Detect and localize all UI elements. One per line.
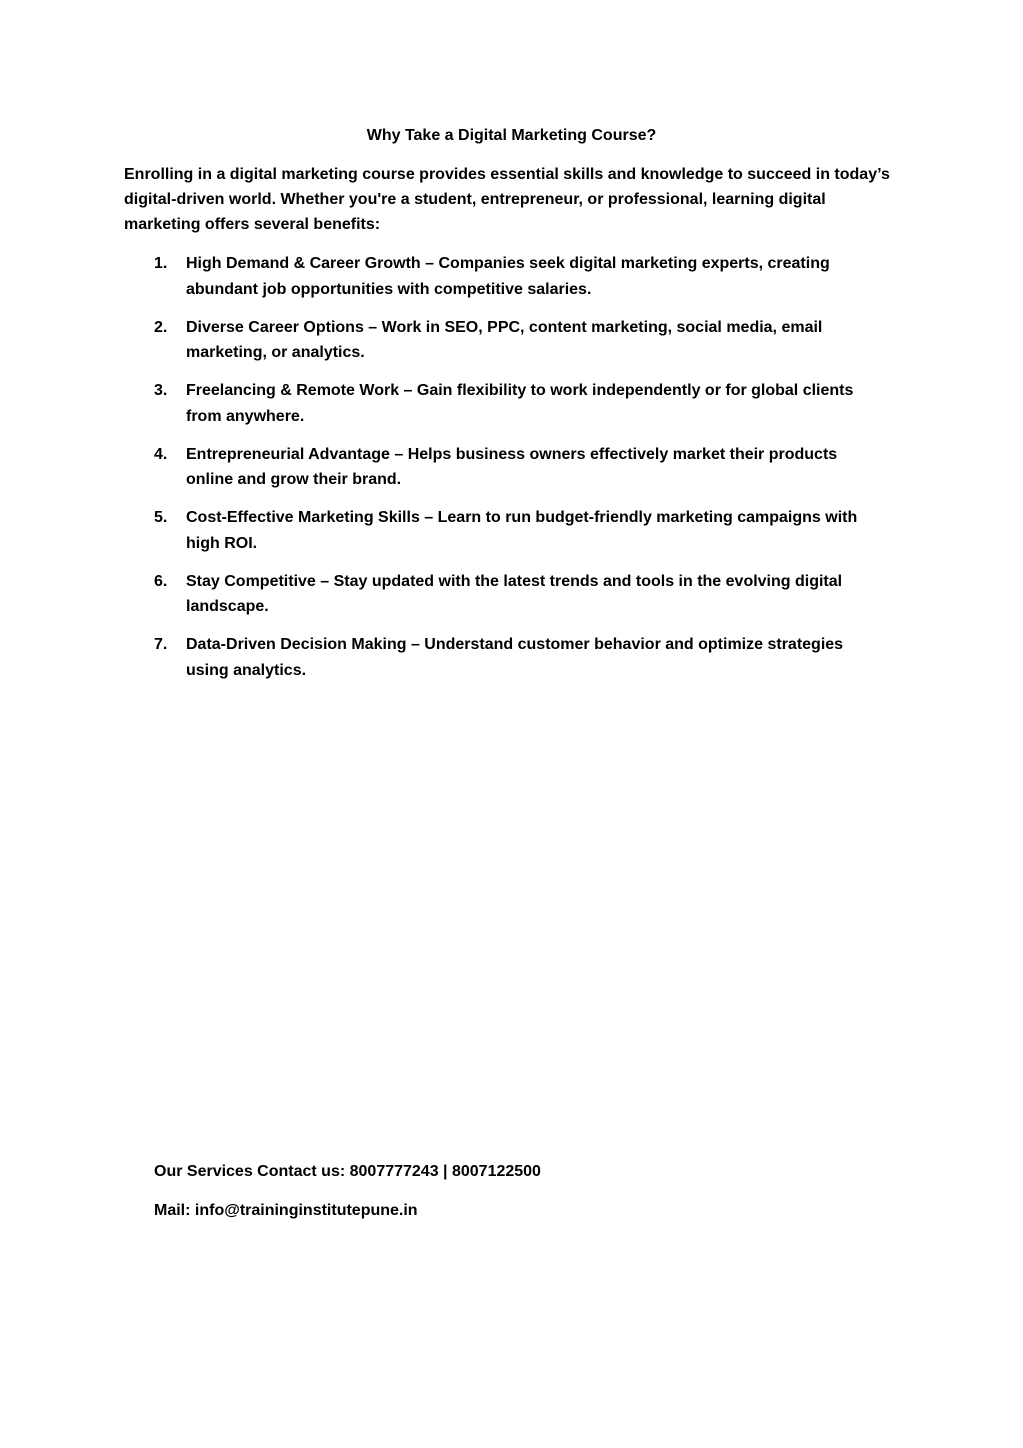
benefit-number: 7. (154, 636, 168, 653)
benefit-number: 6. (154, 572, 168, 590)
benefit-text: Stay Competitive – Stay updated with the latest trends and tools in the evolving digital landscape. (186, 572, 843, 615)
benefit-text: Entrepreneurial Advantage – Helps business owners effectively market their products online and grow their brand. (186, 445, 838, 488)
benefit-text: Freelancing & Remote Work – Gain flexibility to work independently or for global clients from anywhere. (186, 382, 854, 425)
benefit-number: 3. (154, 382, 168, 399)
benefit-item-5 (154, 505, 884, 556)
benefit-item-6 (154, 569, 884, 620)
benefit-number: 1. (154, 255, 168, 272)
contact-line: Our Services Contact us: 8007777243 | 8007122500 (154, 1163, 541, 1180)
benefit-text: High Demand & Career Growth – Companies seek digital marketing experts, creating abundant job opportunities with competitive salaries. (186, 255, 830, 298)
benefit-number: 5. (154, 509, 168, 526)
benefit-item-7 (154, 632, 884, 683)
benefit-number: 4. (154, 445, 168, 463)
benefit-item-3 (154, 378, 884, 429)
page-title: Why Take a Digital Marketing Course? (366, 127, 657, 144)
benefit-item-2 (154, 315, 884, 366)
mail-line: Mail: info@traininginstitutepune.in (154, 1202, 418, 1219)
benefits-list (154, 251, 884, 696)
benefit-text: Diverse Career Options – Work in SEO, PPC, content marketing, social media, email marketing, or analytics. (186, 318, 823, 361)
benefit-item-1 (154, 251, 884, 302)
intro-paragraph: Enrolling in a digital marketing course provides essential skills and knowledge to succeed in today’s digital-driven world. Whether you're a student, entrepreneur, or professional, learning digital marketing offers several benefits: (124, 166, 890, 233)
benefit-number: 2. (154, 318, 168, 336)
benefit-text: Data-Driven Decision Making – Understand customer behavior and optimize strategies using analytics. (186, 636, 844, 679)
benefit-item-4 (154, 442, 884, 493)
benefit-text: Cost-Effective Marketing Skills – Learn to run budget-friendly marketing campaigns with high ROI. (186, 509, 858, 552)
